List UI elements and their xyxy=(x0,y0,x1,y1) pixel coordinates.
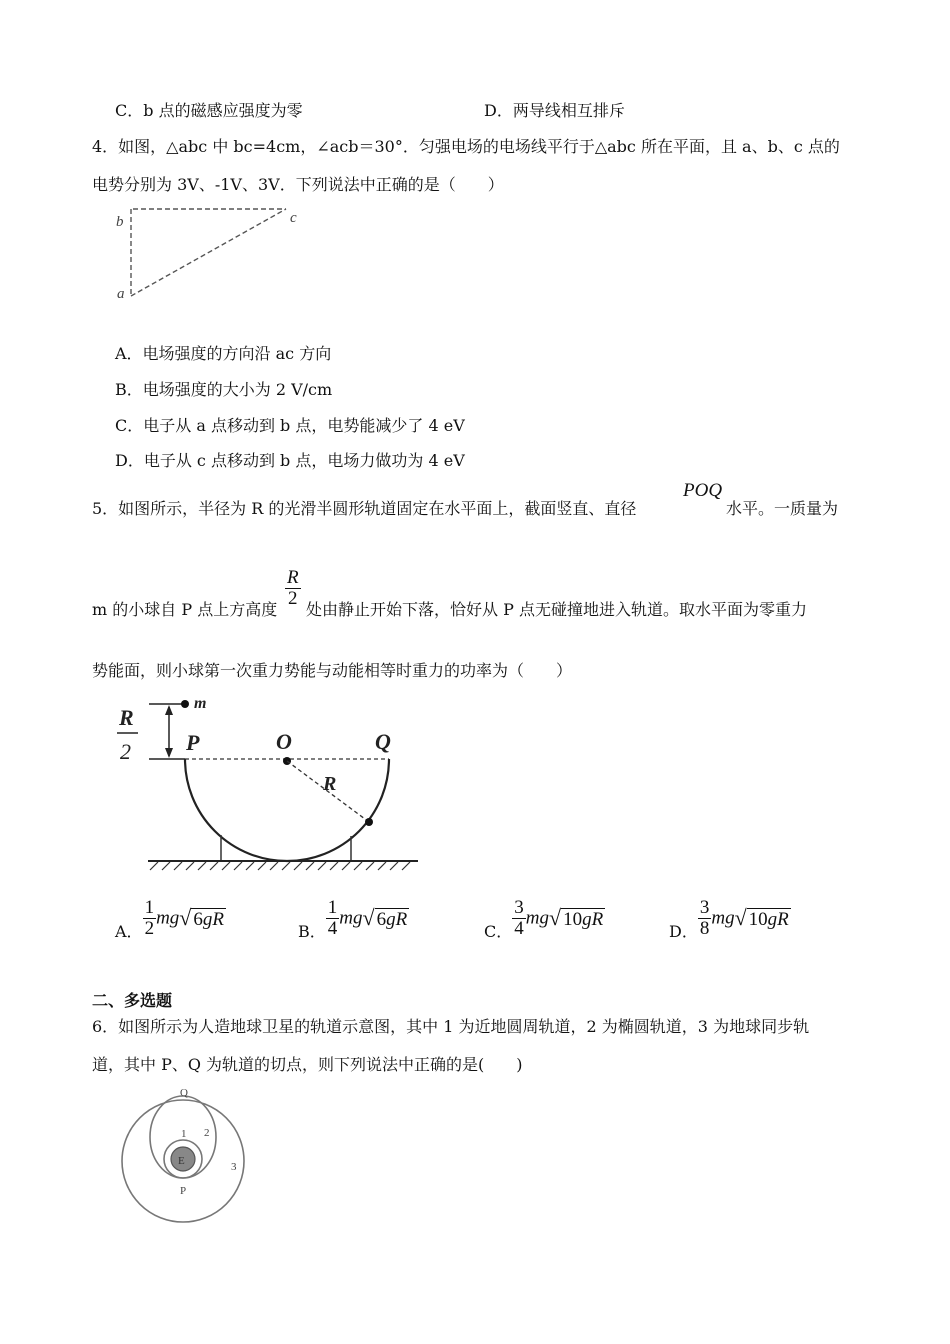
q5-stem-line3: 势能面，则小球第一次重力势能与动能相等时重力的功率为（ ） xyxy=(92,661,573,680)
q5-semicircle-figure xyxy=(110,690,430,875)
q4-option-b: B．电场强度的大小为 2 V/cm xyxy=(115,380,333,399)
section-title-multiple-choice: 二、多选题 xyxy=(92,991,173,1010)
label-P: P xyxy=(180,1185,187,1197)
label-R: R xyxy=(323,773,337,795)
label-b: b xyxy=(116,214,124,230)
option-letter: B． xyxy=(298,921,326,941)
label-E: E xyxy=(178,1155,185,1167)
q5-height-fraction xyxy=(285,568,301,609)
option-var: gR xyxy=(582,909,604,931)
option-den: 4 xyxy=(327,917,338,939)
option-mg: mg xyxy=(156,907,180,929)
option-num: 1 xyxy=(144,897,155,918)
semicircle-track xyxy=(185,759,389,861)
label-1: 1 xyxy=(181,1128,187,1140)
q4-stem-line2: 电势分别为 3V、-1V、3V．下列说法中正确的是（ ） xyxy=(92,175,504,194)
option-mg: mg xyxy=(711,907,735,929)
option-den: 2 xyxy=(144,917,155,939)
ball-position xyxy=(365,818,373,826)
label-a: a xyxy=(117,286,125,302)
q4-option-a: A．电场强度的方向沿 ac 方向 xyxy=(115,344,332,363)
q6-stem-line1: 6．如图所示为人造地球卫星的轨道示意图，其中 1 为近地圆周轨道，2 为椭圆轨道，3 为地球同步轨 xyxy=(92,1017,810,1036)
q5-stem-line2-start: m 的小球自 P 点上方高度 xyxy=(92,600,278,619)
q6-stem-line2: 道，其中 P、Q 为轨道的切点，则下列说法中正确的是( ) xyxy=(92,1055,523,1074)
option-coef: 10 xyxy=(748,909,768,931)
option-mg: mg xyxy=(339,907,363,929)
option-den: 4 xyxy=(514,917,524,939)
label-P: P xyxy=(186,730,200,755)
q6-orbit-figure xyxy=(115,1080,255,1230)
option-coef: 6 xyxy=(193,909,203,931)
label-m: m xyxy=(194,695,207,712)
q5-option-c: C． $\frac{3}{4}$ mg√ 10gR xyxy=(484,897,604,941)
q4-option-c: C．电子从 a 点移动到 b 点，电势能减少了 4 eV xyxy=(115,416,465,435)
fraction-numerator: R xyxy=(287,567,299,588)
label-2: 2 xyxy=(204,1127,210,1139)
ball-m xyxy=(181,700,189,708)
q5-option-b: B． $\frac{1}{4}$ mg√ 6gR xyxy=(298,897,408,941)
option-var: gR xyxy=(202,909,224,931)
label-3: 3 xyxy=(231,1161,237,1173)
option-mg: mg xyxy=(525,907,549,929)
q5-stem-line1-text: 5．如图所示，半径为 R 的光滑半圆形轨道固定在水平面上，截面竖直、直径 xyxy=(92,499,637,518)
q5-stem-line2-end: 处由静止开始下落，恰好从 P 点无碰撞地进入轨道。取水平面为零重力 xyxy=(306,600,807,619)
option-num: 3 xyxy=(514,897,524,918)
ground-hatching xyxy=(150,862,410,870)
q4-option-d: D．电子从 c 点移动到 b 点，电场力做功为 4 eV xyxy=(115,451,465,470)
q4-stem-line1: 4．如图，△abc 中 bc=4cm，∠acb＝30°．匀强电场的电场线平行于△abc 所在平面，且 a、b、c 点的 xyxy=(92,137,840,156)
label-Q: Q xyxy=(180,1087,188,1099)
option-var: gR xyxy=(767,909,789,931)
option-coef: 10 xyxy=(563,909,583,931)
label-c: c xyxy=(290,210,297,226)
q4-triangle-figure xyxy=(110,200,310,305)
fig-frac-denominator: 2 xyxy=(120,739,131,764)
side-ac xyxy=(131,209,286,296)
q5-math-POQ: POQ xyxy=(683,480,723,501)
label-Q: Q xyxy=(375,729,391,754)
label-O: O xyxy=(276,729,292,754)
q5-option-d: D． $\frac{3}{8}$ mg√ 10gR xyxy=(669,897,789,941)
arrow-down-head xyxy=(165,748,173,758)
option-coef: 6 xyxy=(376,909,387,931)
option-letter: C． xyxy=(484,921,513,941)
option-num: 1 xyxy=(327,897,338,918)
option-letter: D． xyxy=(669,921,698,941)
fraction-denominator: 2 xyxy=(288,587,298,609)
option-var: gR xyxy=(386,909,408,931)
option-den: 8 xyxy=(699,917,710,939)
arrow-up-head xyxy=(165,705,173,715)
option-letter: A． xyxy=(115,921,143,941)
q5-stem-line1 xyxy=(92,496,636,519)
q3-option-c: C．b 点的磁感应强度为零 xyxy=(115,101,303,120)
option-num: 3 xyxy=(699,897,710,918)
q3-option-d: D．两导线相互排斥 xyxy=(484,101,625,120)
fig-frac-numerator: R xyxy=(119,705,134,730)
q5-option-a: A． $\frac{1}{2}$ mg√ 6gR xyxy=(115,897,224,941)
q5-stem-line1-end: 水平。一质量为 xyxy=(726,499,839,518)
